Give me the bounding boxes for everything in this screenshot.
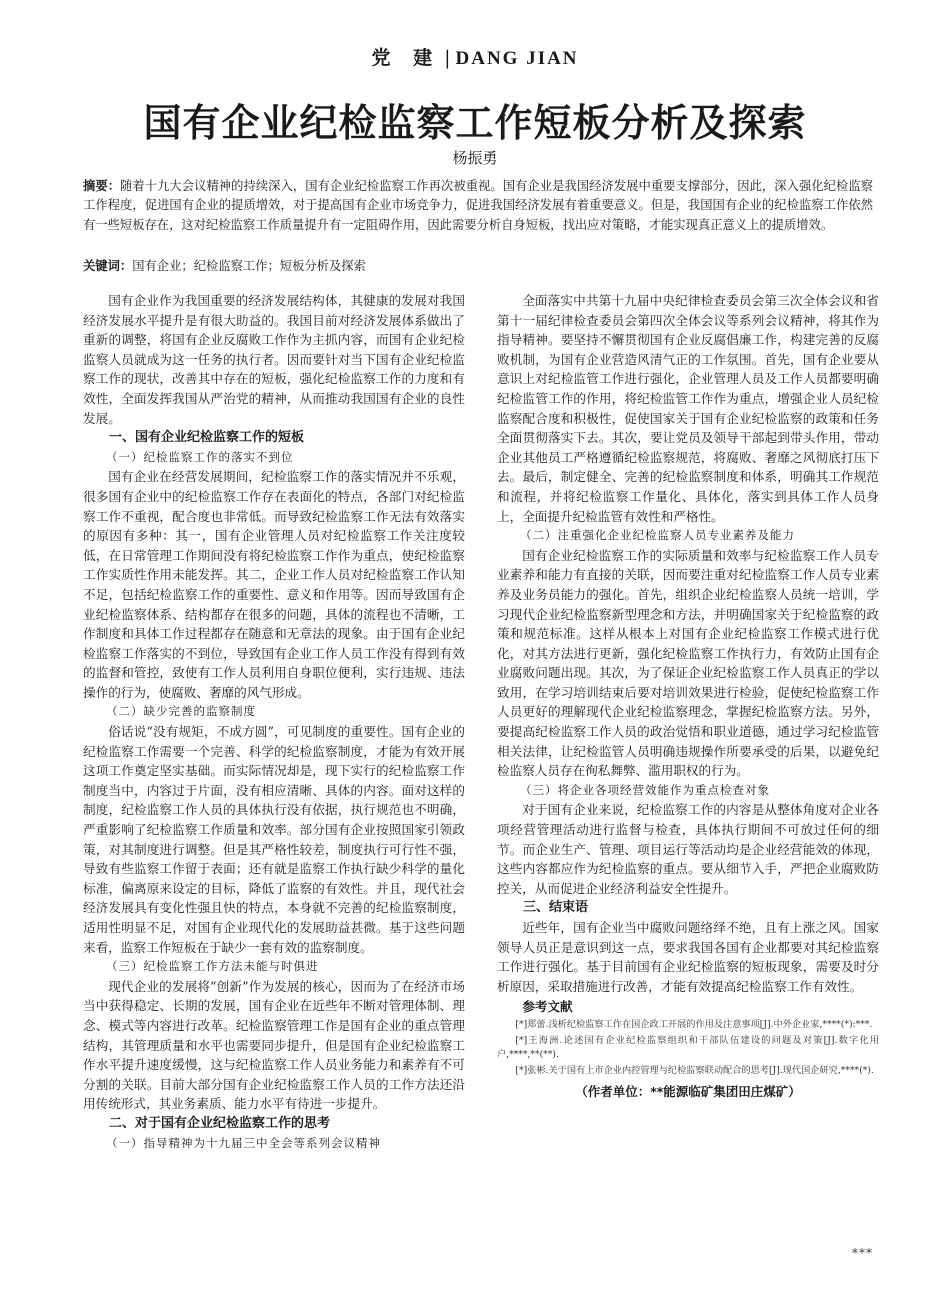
author-affiliation: （作者单位：**能源临矿集团田庄煤矿） xyxy=(575,1084,801,1100)
subsection-heading-1-1: （一）纪检监察工作的落实不到位 xyxy=(106,449,294,464)
paragraph-conclusion: 近些年，国有企业当中腐败问题络绎不绝，且有上涨之风。国家领导人员正是意识到这一点，要求我国各国有企业都要对其纪检监察工作进行强化。基于目前国有企业纪检监察的短板现象，需要及时分析原因，采取措施进行改善，才能有效提高纪检监察工作有效性。 xyxy=(497,920,879,994)
paragraph-2-1: 全面落实中共第十九届中央纪律检查委员会第三次全体会议和省第十一届纪律检查委员会第四次全体会议等系列会议精神，将其作为指导精神。要坚持不懈贯彻国有企业反腐倡廉工作，构建完善的反腐败机制，为国有企业营造风清气正的工作氛围。首先，国有企业要从意识上对纪检监管工作进行强化，企业管理人员及工作人员都要明确纪检监管工作的作用，将纪检监管工作作为重点，增强企业人员纪检监察配合度和积极性，促使国家关于国有企业纪检监察的政策和任务全面贯彻落实下去。其次，要让党员及领导干部起到带头作用，带动企业其他员工严格遵循纪检监察规范，将腐败、奢靡之风彻底打压下去。最后，制定健全、完善的纪检监察制度和体系，明确其工作规范和流程，并将纪检监察工作量化、具体化，落实到具体工作人员身上，全面提升纪检监管有效性和严格性。 xyxy=(497,293,879,524)
paragraph-2-2: 国有企业纪检监察工作的实际质量和效率与纪检监察工作人员专业素养和能力有直接的关联，因而要注重对纪检监察工作人员专业素养及业务员能力的强化。首先，组织企业纪检监察人员统一培训，学习现代企业纪检监察新型理念和方法，并明确国家关于纪检监察的政策和规范标准。这样从根本上对国有企业纪检监察工作模式进行优化，对其方法进行更新，强化纪检监察工作执行力，有效防止国有企业腐败问题出现。其次，为了保证企业纪检监察工作人员真正的学以致用，在学习培训结束后要对培训效果进行检验，促使纪检监察工作人员更好的理解现代企业纪检监察理念，掌握纪检监察方法。另外，要提高纪检监察工作人员的政治觉悟和职业道德，通过学习纪检监管相关法律，让纪检监管人员明确违规操作所要承受的后果，以避免纪检监察人员存在徇私舞弊、滥用职权的行为。 xyxy=(497,547,879,779)
article-title: 国有企业纪检监察工作短板分析及探索 xyxy=(143,101,807,145)
left-column xyxy=(83,291,465,1153)
subsection-heading-2-2: （二）注重强化企业纪检监察人员专业素养及能力 xyxy=(520,528,795,543)
reference-item: [*]郑蕾.浅析纪检监察工作在国企政工开展的作用及注意事项[J].中外企业家,****(*):***. xyxy=(515,1019,873,1031)
reference-item: [*]张彬.关于国有上市企业内控管理与纪检监察联动配合的思考[J].现代国企研究,****(*). xyxy=(515,1064,874,1076)
article-author: 杨振勇 xyxy=(452,149,498,167)
section-separator: | xyxy=(444,47,452,69)
abstract-label: 摘要： xyxy=(83,179,121,193)
paragraph-1-2: 俗话说“没有规矩，不成方圆”，可见制度的重要性。国有企业的纪检监察工作需要一个完善、科学的纪检监察制度，才能为有效开展这项工作奠定坚实基础。而实际情况却是，现下实行的纪检监察工作制度当中，内容过于片面，没有相应清晰、具体的内容。面对这样的制度，纪检监察工作人员的具体执行没有依据，执行规范也不明确，严重影响了纪检监察工作质量和效率。部分国有企业按照国家引领政策，对其制度进行调整。但是其严格性较差，制度执行可行性不强，导致有些监察工作留于表面；还有就是监察工作执行缺少科学的量化标准，偏离原来设定的目标，降低了监察的有效性。并且，现代社会经济发展具有变化性强且快的特点，本身就不完善的纪检监察制度，适用性明显不足，对国有企业现代化的发展助益甚微。基于这些问题来看，监察工作短板在于缺少一套有效的监察制度。 xyxy=(83,724,465,955)
references-heading: 参考文献 xyxy=(522,999,573,1015)
section-heading-2: 二、对于国有企业纪检监察工作的思考 xyxy=(109,1115,331,1131)
keywords xyxy=(83,256,873,274)
paragraph-2-3: 对于国有企业来说，纪检监察工作的内容是从整体角度对企业各项经营管理活动进行监督与检查，具体执行期间不可放过任何的细节。而企业生产、管理、项目运行等活动均是企业经营能效的体现，这些内容都应作为纪检监察的重点。要从细节入手，严把企业腐败防控关，从而促进企业经济利益安全性提升。 xyxy=(497,802,879,896)
section-name-en: DANG JIAN xyxy=(455,48,579,69)
paragraph-1-1: 国有企业在经营发展期间，纪检监察工作的落实情况并不乐观，很多国有企业中的纪检监察工作存在表面化的特点，各部门对纪检监察工作不重视，配合度也非常低。而导致纪检监察工作无法有效落实的原因有多种：其一，国有企业管理人员对纪检监察工作关注度较低，在日常管理工作期间没有将纪检监察工作作为重点，使纪检监察工作实质性作用未能发挥。其二，企业工作人员对纪检监察工作认知不足，包括纪检监察工作的重要性、意义和作用等。因而导致国有企业纪检监察体系、结构都存在很多的问题，具体的流程也不清晰，工作制度和具体工作过程都存在随意和无章法的现象。由于国有企业纪检监察工作落实的不到位，导致国有企业工作人员工作没有得到有效的监督和管控，致使有工作人员利用自身职位便利，实行违规、违法操作的行为，使腐败、奢靡的风气形成。 xyxy=(83,469,465,700)
subsection-heading-1-3: （三）纪检监察工作方法未能与时俱进 xyxy=(106,959,319,974)
paragraph-intro: 国有企业作为我国重要的经济发展结构体，其健康的发展对我国经济发展水平提升是有很大助益的。我国目前对经济发展体系做出了重新的调整，将国有企业反腐败工作作为主抓内容，而国有企业纪检监察人员就成为这一任务的执行者。因而要针对当下国有企业纪检监察工作的现状，改善其中存在的短板，强化纪检监察工作的力度和有效性，全面发挥我国从严治党的精神，从而推动我国国有企业的良性发展。 xyxy=(83,293,465,426)
paragraph-1-3: 现代企业的发展将“创新”作为发展的核心，因而为了在经济市场当中获得稳定、长期的发展，国有企业在近些年不断对管理体制、理念、模式等内容进行改革。纪检监察管理工作是国有企业的重点管理结构，其管理质量和水平也需要同步提升，但是国有企业纪检监察工作水平提升速度缓慢，这与纪检监察工作人员业务能力和素养有不可分割的关联。目前大部分国有企业纪检监察工作人员的工作方法还沿用传统形式，其业务素质、能力水平有待进一步提升。 xyxy=(83,978,465,1112)
subsection-heading-2-1: （一）指导精神为十九届三中全会等系列会议精神 xyxy=(106,1135,381,1150)
keywords-label: 关键词： xyxy=(83,259,133,273)
abstract-text: 随着十九大会议精神的持续深入，国有企业纪检监察工作再次被重视。国有企业是我国经济发展中重要支撑部分，因此，深入强化纪检监察工作程度，促进国有企业的提质增效，对于提高国有企业市场竞争力，促进我国经济发展有着重要意义。但是，我国国有企业的纪检监察工作依然有一些短板存在，这对纪检监察工作质量提升有一定阻碍作用，因此需要分析自身短板，找出应对策略，才能实现真正意义上的提质增效。 xyxy=(83,179,873,232)
section-name-cn: 党 建 xyxy=(371,47,441,69)
subsection-heading-1-2: （二）缺少完善的监察制度 xyxy=(106,704,256,719)
keywords-text: 国有企业；纪检监察工作；短板分析及探索 xyxy=(132,259,366,273)
abstract xyxy=(83,177,873,235)
section-header xyxy=(0,43,950,70)
right-column xyxy=(497,291,879,1102)
reference-item: [*]王海洲.论述国有企业纪检监察组织和干部队伍建设的问题及对策[J].数字化用户,****,**(**). xyxy=(497,1034,879,1061)
section-heading-3: 三、结束语 xyxy=(523,900,589,916)
page-number: *** xyxy=(852,1246,873,1260)
subsection-heading-2-3: （三）将企业各项经营效能作为重点检查对象 xyxy=(520,782,770,797)
section-heading-1: 一、国有企业纪检监察工作的短板 xyxy=(109,430,305,446)
references-list xyxy=(497,1018,879,1078)
